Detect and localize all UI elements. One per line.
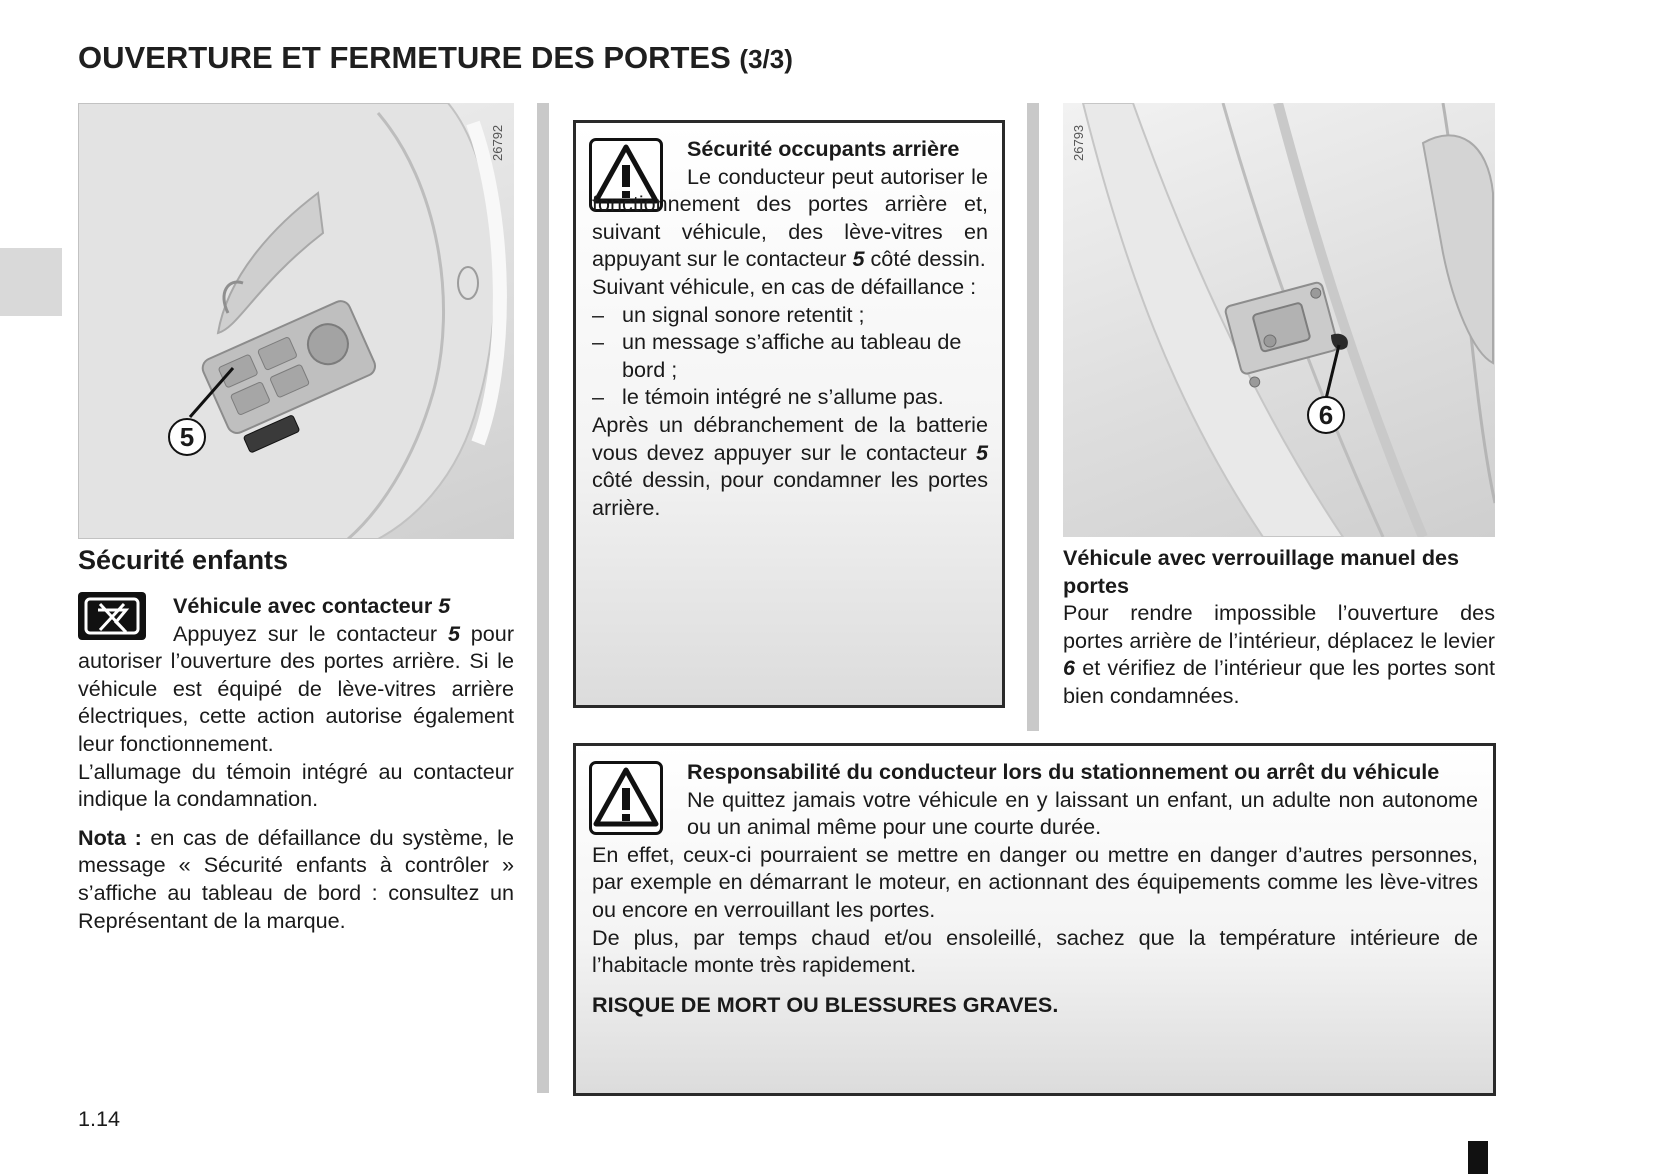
child-safety-text [78,592,514,934]
figure-code: 26792 [490,124,505,161]
page-title [78,40,793,76]
warning-driver-emphasis: RISQUE DE MORT OU BLESSURES GRAVES. [592,991,1059,1017]
warning-rear-failure-intro: Suivant véhicule, en cas de défaillance : [592,273,977,299]
title-part: (3/3) [739,44,793,74]
warning-box-driver-responsibility [573,743,1496,1096]
list-item: – un message s’affiche au tableau de bord ; [592,329,962,382]
warning-driver-title: Responsabilité du conducteur lors du stationnement ou arrêt du véhicule [687,759,1440,784]
nota-paragraph: Nota : en cas de défaillance du système, le message « Sécurité enfants à contrôler » s’affiche au tableau de bord : consultez un Représentant de la marque. [78,824,514,933]
warning-rear-intro: Le conducteur peut autoriser le fonctionnement des portes arrière et, suivant véhicule, des lève-vitres en appuyant sur le contacteur 5 côté dessin. [592,163,988,272]
chapter-tab [0,248,62,316]
column-gutter-left [537,103,549,1093]
page-number: 1.14 [78,1106,121,1131]
section-heading-child-safety: Sécurité enfants [78,545,289,575]
callout-6: 6 [1307,396,1345,434]
sub-heading-switch: Véhicule avec contacteur 5 [173,593,451,618]
figure-door-switch [78,103,514,539]
manual-lock-section [1063,544,1495,710]
warning-rear-title: Sécurité occupants arrière [687,136,960,161]
warning-driver-paragraph-2: De plus, par temps chaud et/ou ensoleillé, sachez que la température intérieure de l’habitacle monte très rapidement. [592,924,1478,978]
door-panel-illustration [78,103,514,539]
callout-5: 5 [168,418,206,456]
warning-box-rear-occupants [573,120,1005,708]
nota-label: Nota : [78,824,142,850]
child-safety-paragraph-2: L’allumage du témoin intégré au contacteur indique la condamnation. [78,758,514,812]
list-item: – le témoin intégré ne s’allume pas. [592,384,944,410]
page-edge-marker [1468,1141,1488,1174]
warning-driver-content [592,758,1478,1018]
figure-code: 26793 [1071,124,1086,161]
title-text: OUVERTURE ET FERMETURE DES PORTES [78,40,731,75]
list-item: – un signal sonore retentit ; [592,301,865,327]
warning-rear-content [592,135,988,521]
warning-driver-intro: Ne quittez jamais votre véhicule en y laissant un enfant, un adulte non autonome ou un animal même pour une courte durée. [687,786,1478,840]
figure-door-lever [1063,103,1495,537]
column-gutter-right [1027,103,1039,731]
door-edge-illustration [1063,103,1495,537]
child-safety-paragraph-1: Appuyez sur le contacteur 5 pour autoriser l’ouverture des portes arrière. Si le véhicule est équipé de lève-vitres arrière électriques, cette action autorise également leur fonctionnement. [78,620,515,756]
manual-lock-text: Pour rendre impossible l’ouverture des portes arrière de l’intérieur, déplacez le levier 6 et vérifiez de l’intérieur que les portes sont bien condamnées. [1063,600,1495,708]
manual-lock-heading: Véhicule avec verrouillage manuel des portes [1063,545,1460,598]
warning-rear-after: Après un débranchement de la batterie vous devez appuyer sur le contacteur 5 côté dessin, pour condamner les portes arrière. [592,411,988,520]
warning-driver-paragraph-1: En effet, ceux-ci pourraient se mettre en danger ou mettre en danger d’autres personnes, par exemple en démarrant le moteur, en actionnant des équipements comme les lève-vitres ou encore en verrouillant les portes. [592,841,1478,922]
